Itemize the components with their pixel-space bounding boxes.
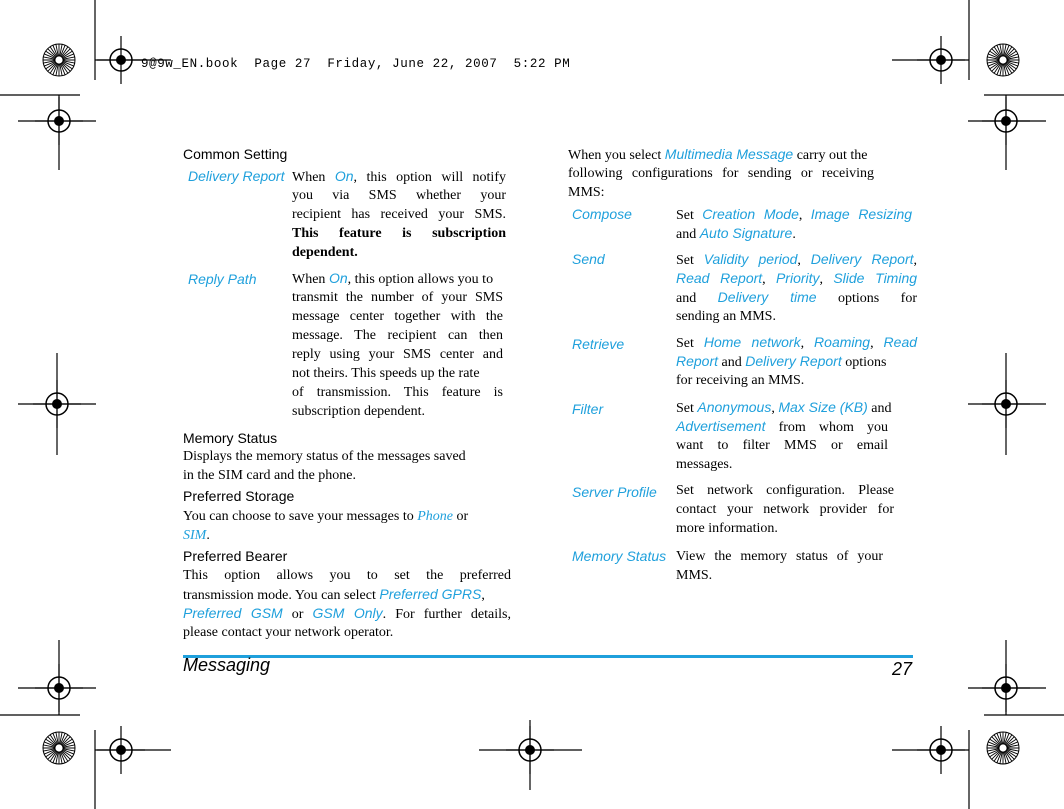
term-memory-status: Memory Status: [572, 548, 667, 564]
text-run: not theirs. This speeds up the rate: [292, 366, 480, 381]
mms-intro-text: [568, 145, 874, 202]
text-line: [292, 243, 506, 262]
text-run: View the memory status of your: [676, 549, 883, 564]
text-run: Set: [676, 253, 704, 268]
highlighted-term: Delivery Report: [745, 353, 842, 369]
text-run: following configurations for sending or receiving: [568, 166, 874, 181]
text-line: [292, 402, 503, 421]
text-run: you via SMS whether your: [292, 188, 506, 203]
text-line: [676, 547, 883, 566]
text-line: [676, 371, 917, 390]
text-run: When you select: [568, 148, 665, 163]
footer-rule: [183, 655, 913, 658]
text-run: and: [718, 355, 746, 370]
text-line: [568, 183, 874, 202]
text-run: and: [676, 291, 718, 306]
text-line: [676, 269, 917, 288]
term-filter: Filter: [572, 401, 604, 417]
text-run: ,: [481, 588, 485, 603]
text-run: and: [676, 227, 700, 242]
highlighted-term: SIM: [183, 528, 207, 543]
highlighted-term: Phone: [417, 509, 453, 524]
text-run: When: [292, 170, 335, 185]
text-run: . For further details,: [382, 607, 511, 622]
desc-server-profile: [676, 481, 894, 538]
highlighted-term: Priority: [775, 270, 820, 286]
text-line: [292, 307, 503, 326]
memory-status-heading: Memory Status: [183, 430, 278, 446]
bold-note: dependent.: [292, 245, 358, 260]
text-run: .: [206, 528, 210, 543]
term-server-profile: Server Profile: [572, 484, 657, 500]
highlighted-term: Roaming: [814, 334, 871, 350]
text-run: or: [282, 607, 313, 622]
highlighted-term: Report: [676, 353, 719, 369]
highlighted-term: Slide Timing: [833, 270, 918, 286]
text-line: [676, 481, 894, 500]
text-line: [292, 383, 503, 402]
text-run: transmit the number of your SMS: [292, 290, 503, 305]
text-run: .: [792, 227, 796, 242]
text-run: want to filter MMS or email: [676, 438, 888, 453]
text-run: carry out the: [793, 148, 868, 163]
text-line: [676, 250, 917, 269]
text-line: [676, 398, 892, 417]
highlighted-term: Read Report: [676, 270, 763, 286]
text-line: [676, 436, 888, 455]
text-run: , this option allows you to: [347, 272, 494, 287]
highlighted-term: On: [328, 270, 348, 286]
text-run: please contact your network operator.: [183, 625, 394, 640]
text-line: [292, 364, 503, 383]
highlighted-term: Preferred GPRS: [379, 586, 482, 602]
common-setting-heading: Common Setting: [183, 146, 288, 162]
highlighted-term: Read: [883, 334, 918, 350]
preferred-storage-heading: Preferred Storage: [183, 488, 295, 504]
text-line: [568, 145, 874, 164]
desc-compose: [676, 205, 912, 243]
bold-note: This feature is subscription: [292, 226, 506, 241]
text-line: [292, 167, 506, 186]
text-run: or: [452, 509, 469, 524]
text-run: options: [841, 355, 887, 370]
text-line: [292, 205, 506, 224]
text-run: and: [867, 401, 892, 416]
text-line: [292, 224, 506, 243]
highlighted-term: Validity period: [703, 251, 798, 267]
text-line: [676, 519, 894, 538]
text-run: reply using your SMS center and: [292, 347, 503, 362]
desc-delivery-report: [292, 167, 506, 262]
text-line: [183, 507, 493, 526]
highlighted-term: Image Resizing: [810, 206, 913, 222]
text-run: options for: [816, 291, 917, 306]
text-run: ,: [797, 253, 811, 268]
text-line: [676, 307, 917, 326]
text-run: You can choose to save your messages to: [183, 509, 418, 524]
text-run: , this option will notify: [353, 170, 506, 185]
highlighted-term: Anonymous: [697, 399, 772, 415]
text-line: [183, 623, 511, 642]
preferred-bearer-heading: Preferred Bearer: [183, 548, 288, 564]
highlighted-term: Preferred GSM: [183, 605, 283, 621]
term-reply-path: Reply Path: [188, 271, 257, 287]
footer-section-title: Messaging: [183, 655, 271, 675]
highlighted-term: Auto Signature: [699, 225, 793, 241]
text-run: ,: [798, 208, 811, 223]
highlighted-term: Max Size (KB): [778, 399, 868, 415]
text-line: [292, 186, 506, 205]
text-line: [183, 585, 511, 604]
memory-status-text: [183, 447, 483, 485]
text-line: [183, 526, 493, 545]
text-run: more information.: [676, 521, 778, 536]
text-run: recipient has received your SMS.: [292, 207, 506, 222]
text-run: Set: [676, 401, 698, 416]
text-line: [676, 455, 888, 474]
text-line: [183, 604, 511, 623]
term-delivery-report: Delivery Report: [188, 168, 285, 184]
text-line: [676, 205, 912, 224]
highlighted-term: GSM Only: [312, 605, 383, 621]
text-run: sending an MMS.: [676, 309, 776, 324]
text-line: [676, 288, 917, 307]
text-line: [676, 352, 917, 371]
page-number: 27: [891, 659, 912, 679]
text-run: This option allows you to set the preferred: [183, 568, 511, 583]
desc-memory-status: [676, 547, 883, 585]
text-line: [568, 164, 874, 183]
term-send: Send: [572, 251, 605, 267]
memory-status-line: in the SIM card and the phone.: [183, 468, 357, 483]
text-line: [676, 500, 894, 519]
desc-send: [676, 250, 917, 326]
term-retrieve: Retrieve: [572, 336, 625, 352]
text-run: ,: [762, 272, 776, 287]
text-run: MMS:: [568, 185, 605, 200]
text-run: When: [292, 272, 329, 287]
text-run: of transmission. This feature is: [292, 385, 503, 400]
text-run: Set: [676, 208, 703, 223]
text-line: [676, 566, 883, 585]
text-run: subscription dependent.: [292, 404, 425, 419]
text-run: ,: [800, 336, 815, 351]
desc-reply-path: [292, 269, 503, 421]
text-line: [292, 326, 503, 345]
text-line: [292, 345, 503, 364]
text-line: [292, 269, 503, 288]
text-run: MMS.: [676, 568, 713, 583]
text-run: ,: [771, 401, 779, 416]
highlighted-term: Advertisement: [676, 418, 766, 434]
text-run: transmission mode. You can select: [183, 588, 380, 603]
text-run: Set: [676, 336, 704, 351]
text-run: ,: [913, 253, 918, 268]
text-run: message. The recipient can then: [292, 328, 503, 343]
text-run: ,: [870, 336, 884, 351]
preferred-bearer-text: [183, 566, 511, 642]
text-run: ,: [819, 272, 834, 287]
text-run: message center together with the: [292, 309, 503, 324]
text-run: Set network configuration. Please: [676, 483, 894, 498]
text-line: [676, 224, 912, 243]
desc-retrieve: [676, 333, 917, 390]
text-line: [676, 333, 917, 352]
term-compose: Compose: [572, 206, 632, 222]
highlighted-term: Multimedia Message: [664, 146, 794, 162]
highlighted-term: On: [334, 168, 354, 184]
text-line: [676, 417, 888, 436]
text-run: contact your network provider for: [676, 502, 894, 517]
text-run: for receiving an MMS.: [676, 373, 805, 388]
text-run: from whom you: [765, 420, 888, 435]
highlighted-term: Creation Mode: [702, 206, 799, 222]
book-header-line: 9@9w_EN.book Page 27 Friday, June 22, 2007 5:22 PM: [141, 57, 571, 71]
text-line: [183, 566, 511, 585]
desc-filter: [676, 398, 892, 474]
memory-status-line: Displays the memory status of the messages saved: [183, 449, 466, 464]
highlighted-term: Delivery time: [717, 289, 817, 305]
text-run: messages.: [676, 457, 733, 472]
highlighted-term: Delivery Report: [810, 251, 914, 267]
text-line: [292, 288, 503, 307]
highlighted-term: Home network: [703, 334, 801, 350]
preferred-storage-text: [183, 507, 493, 545]
